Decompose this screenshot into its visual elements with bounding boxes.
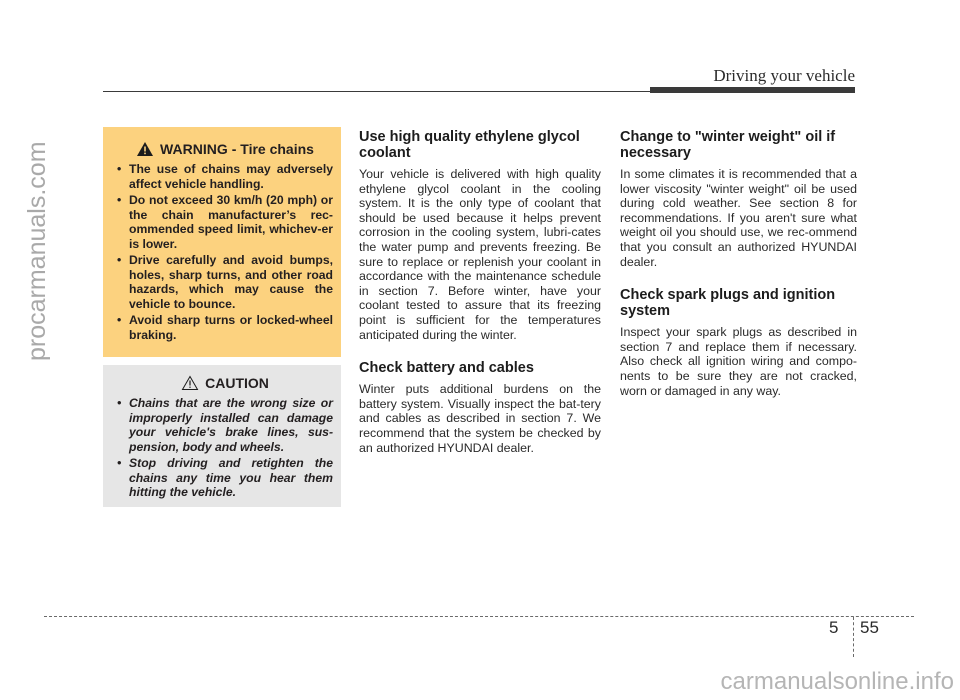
page-number: 55 <box>860 618 879 637</box>
battery-heading: Check battery and cables <box>359 360 534 377</box>
side-watermark: procarmanuals.com <box>23 141 51 361</box>
caution-item: • Stop driving and retighten the chains any time you hear them hitting the vehicle. <box>117 456 333 500</box>
caution-title: CAUTION <box>205 375 269 391</box>
caution-box <box>103 365 341 507</box>
bottom-watermark: carmanualsonline.info <box>720 668 954 695</box>
oil-heading: Change to "winter weight" oil if necessary <box>620 129 836 161</box>
section-title: Driving your vehicle <box>713 66 855 85</box>
battery-body: Winter puts additional burdens on the battery system. Visually inspect the bat-tery and cables as described in section 7. We recommend that the system be checked by an authorized HYUNDAI dealer. <box>359 382 601 455</box>
caution-triangle-icon <box>181 375 199 391</box>
caution-list <box>117 396 333 500</box>
warning-header <box>117 141 333 157</box>
warning-box <box>103 127 341 357</box>
chapter-number: 5 <box>829 618 839 637</box>
warning-item: • The use of chains may adversely affect vehicle handling. <box>117 162 333 191</box>
footer-rule <box>44 616 914 617</box>
coolant-body: Your vehicle is delivered with high quality ethylene glycol coolant in the cooling system. It is the only type of coolant that should be used because it helps prevent corrosion in the cooling system, lubri-cates the water pump and prevents freezing. Be sure to replace or replenish your coolant in accordance with the maintenance schedule in section 7. Before winter, have your coolant tested to assure that its freezing point is sufficient for the temperatures anticipated during the winter. <box>359 167 601 342</box>
coolant-heading: Use high quality ethylene glycol coolant <box>359 129 580 161</box>
warning-subtitle: - Tire chains <box>231 141 314 157</box>
warning-item: • Avoid sharp turns or locked-wheel braking. <box>117 313 333 342</box>
middle-column <box>359 129 601 473</box>
oil-body: In some climates it is recommended that a lower viscosity "winter weight" oil be used during cold weather. See section 8 for recommendations. If you aren't sure what weight oil you should use, we rec-ommend that you consult an authorized HYUNDAI dealer. <box>620 167 857 269</box>
caution-header <box>117 375 333 391</box>
spark-heading: Check spark plugs and ignition system <box>620 287 836 320</box>
header-rule-bar <box>650 87 855 93</box>
warning-item: • Drive carefully and avoid bumps, holes, sharp turns, and other road hazards, which may cause the vehicle to bounce. <box>117 253 333 311</box>
right-column <box>620 129 857 416</box>
page-divider <box>853 617 854 657</box>
warning-list <box>117 162 333 342</box>
spark-body: Inspect your spark plugs as described in section 7 and replace them if necessary. Also check all ignition wiring and compo-nents to be sure they are not cracked, worn or damaged in any way. <box>620 325 857 398</box>
warning-title: WARNING <box>160 141 228 157</box>
caution-item: • Chains that are the wrong size or improperly installed can damage your vehicle's brake lines, sus-pension, body and wheels. <box>117 396 333 454</box>
warning-item: • Do not exceed 30 km/h (20 mph) or the chain manufacturer’s rec-ommended speed limit, whichev-er is lower. <box>117 193 333 251</box>
warning-triangle-icon <box>136 141 154 157</box>
